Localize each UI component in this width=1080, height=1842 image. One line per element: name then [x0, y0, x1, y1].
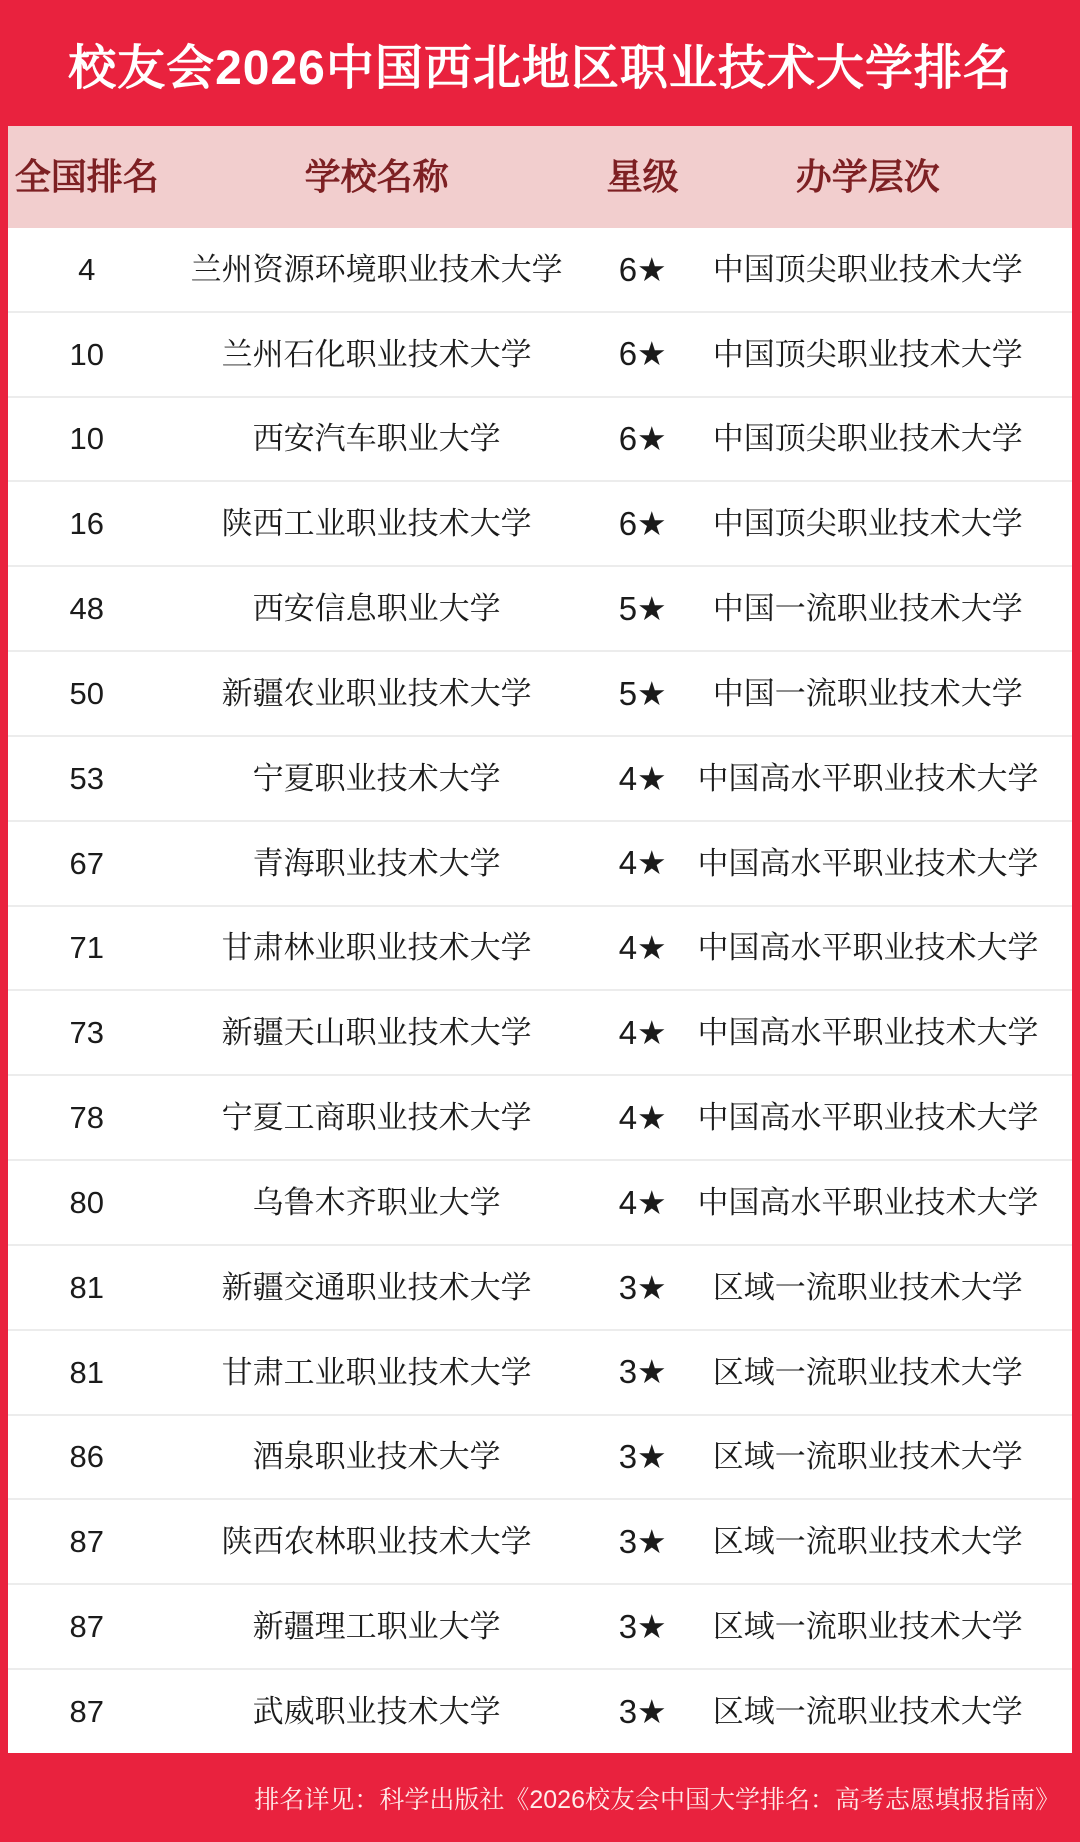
table-row [8, 565, 1072, 650]
school-level-cell: 中国高水平职业技术大学 [697, 930, 1039, 966]
table-row [8, 228, 1072, 311]
table-row [8, 1159, 1072, 1244]
school-name-cell: 乌鲁木齐职业大学 [252, 1184, 501, 1220]
source-note: 排名详见：科学出版社《2026校友会中国大学排名：高考志愿填报指南》 [254, 1785, 1060, 1814]
rank-cell: 87 [69, 1524, 104, 1560]
school-name-cell: 青海职业技术大学 [252, 845, 501, 881]
school-level-cell: 区域一流职业技术大学 [712, 1269, 1023, 1305]
school-level-cell: 区域一流职业技术大学 [712, 1524, 1023, 1560]
school-name-cell: 兰州石化职业技术大学 [221, 336, 532, 372]
rank-cell: 50 [69, 675, 104, 711]
table-row [8, 1329, 1072, 1414]
table-row [8, 1414, 1072, 1499]
column-header-school-name: 学校名称 [304, 156, 449, 198]
star-rating-cell: 3★ [618, 1438, 667, 1476]
table-row [8, 1668, 1072, 1753]
rank-cell: 71 [69, 930, 104, 966]
school-name-cell: 陕西农林职业技术大学 [221, 1524, 532, 1560]
column-header-school-level: 办学层次 [795, 156, 940, 198]
school-level-cell: 中国顶尖职业技术大学 [712, 251, 1023, 287]
rank-cell: 48 [69, 591, 104, 627]
star-rating-cell: 6★ [618, 250, 667, 288]
rank-cell: 53 [69, 760, 104, 796]
school-name-cell: 新疆理工职业大学 [252, 1609, 501, 1645]
school-level-cell: 中国一流职业技术大学 [712, 591, 1023, 627]
star-rating-cell: 6★ [618, 505, 667, 543]
ranking-table [8, 126, 1072, 1753]
rank-cell: 10 [69, 336, 104, 372]
school-level-cell: 区域一流职业技术大学 [712, 1693, 1023, 1729]
rank-cell: 86 [69, 1439, 104, 1475]
school-level-cell: 区域一流职业技术大学 [712, 1609, 1023, 1645]
school-name-cell: 酒泉职业技术大学 [252, 1439, 501, 1475]
table-row [8, 396, 1072, 481]
column-header-national-rank: 全国排名 [14, 156, 159, 198]
table-row [8, 989, 1072, 1074]
school-level-cell: 区域一流职业技术大学 [712, 1354, 1023, 1390]
rank-cell: 16 [69, 506, 104, 542]
title-band [0, 0, 1080, 126]
page-title: 校友会2026中国西北地区职业技术大学排名 [68, 41, 1012, 95]
rank-cell: 81 [69, 1354, 104, 1390]
table-row [8, 311, 1072, 396]
table-header-row [8, 126, 1072, 228]
column-header-star-rating: 星级 [606, 156, 679, 198]
star-rating-cell: 4★ [618, 759, 667, 797]
star-rating-cell: 3★ [618, 1692, 667, 1730]
star-rating-cell: 6★ [618, 420, 667, 458]
star-rating-cell: 4★ [618, 1014, 667, 1052]
table-row [8, 1498, 1072, 1583]
school-level-cell: 中国高水平职业技术大学 [697, 760, 1039, 796]
school-name-cell: 西安信息职业大学 [252, 591, 501, 627]
table-row [8, 1074, 1072, 1159]
star-rating-cell: 4★ [618, 929, 667, 967]
school-name-cell: 兰州资源环境职业技术大学 [190, 251, 563, 287]
school-level-cell: 中国高水平职业技术大学 [697, 1015, 1039, 1051]
star-rating-cell: 3★ [618, 1607, 667, 1645]
star-rating-cell: 3★ [618, 1268, 667, 1306]
school-level-cell: 区域一流职业技术大学 [712, 1439, 1023, 1475]
school-level-cell: 中国高水平职业技术大学 [697, 1100, 1039, 1136]
school-level-cell: 中国顶尖职业技术大学 [712, 506, 1023, 542]
school-name-cell: 甘肃工业职业技术大学 [221, 1354, 532, 1390]
school-name-cell: 甘肃林业职业技术大学 [221, 930, 532, 966]
rank-cell: 73 [69, 1015, 104, 1051]
star-rating-cell: 4★ [618, 1183, 667, 1221]
school-level-cell: 中国顶尖职业技术大学 [712, 421, 1023, 457]
school-level-cell: 中国顶尖职业技术大学 [712, 336, 1023, 372]
school-name-cell: 新疆农业职业技术大学 [221, 675, 532, 711]
star-rating-cell: 3★ [618, 1523, 667, 1561]
rank-cell: 87 [69, 1609, 104, 1645]
star-rating-cell: 5★ [618, 674, 667, 712]
table-row [8, 735, 1072, 820]
table-row [8, 1244, 1072, 1329]
school-name-cell: 新疆天山职业技术大学 [221, 1015, 532, 1051]
rank-cell: 81 [69, 1269, 104, 1305]
table-row [8, 905, 1072, 990]
school-name-cell: 新疆交通职业技术大学 [221, 1269, 532, 1305]
star-rating-cell: 3★ [618, 1353, 667, 1391]
school-name-cell: 西安汽车职业大学 [252, 421, 501, 457]
school-level-cell: 中国高水平职业技术大学 [697, 845, 1039, 881]
rank-cell: 80 [69, 1184, 104, 1220]
table-body [8, 228, 1072, 1753]
table-row [8, 480, 1072, 565]
school-name-cell: 武威职业技术大学 [252, 1693, 501, 1729]
table-row [8, 1583, 1072, 1668]
rank-cell: 4 [78, 251, 96, 287]
star-rating-cell: 6★ [618, 335, 667, 373]
school-level-cell: 中国高水平职业技术大学 [697, 1184, 1039, 1220]
rank-cell: 78 [69, 1100, 104, 1136]
star-rating-cell: 5★ [618, 589, 667, 627]
school-name-cell: 陕西工业职业技术大学 [221, 506, 532, 542]
rank-cell: 67 [69, 845, 104, 881]
rank-cell: 10 [69, 421, 104, 457]
table-row [8, 820, 1072, 905]
star-rating-cell: 4★ [618, 844, 667, 882]
table-row [8, 650, 1072, 735]
school-name-cell: 宁夏职业技术大学 [252, 760, 501, 796]
school-name-cell: 宁夏工商职业技术大学 [221, 1100, 532, 1136]
school-level-cell: 中国一流职业技术大学 [712, 675, 1023, 711]
footer-band [0, 1753, 1080, 1842]
star-rating-cell: 4★ [618, 1098, 667, 1136]
rank-cell: 87 [69, 1693, 104, 1729]
